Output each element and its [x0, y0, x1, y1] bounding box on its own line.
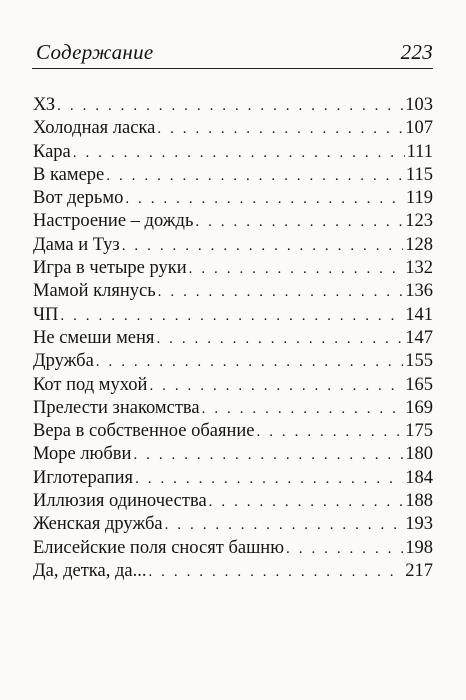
dot-leader: [122, 235, 404, 258]
dot-leader: [195, 211, 403, 234]
toc-entry-page: 128: [405, 234, 433, 255]
dot-leader: [165, 514, 404, 537]
dot-leader: [157, 118, 403, 141]
toc-entry: [33, 420, 433, 443]
toc-entry: [33, 537, 433, 560]
dot-leader: [96, 351, 403, 374]
toc-entry-page: 188: [405, 491, 433, 512]
table-of-contents: [33, 94, 433, 583]
toc-entry: [33, 560, 433, 583]
toc-entry-page: 107: [405, 118, 433, 139]
toc-entry-page: 132: [405, 258, 433, 279]
toc-entry-page: 111: [406, 141, 433, 162]
toc-entry-title: Вот дерьмо: [33, 188, 124, 209]
toc-entry-page: 198: [405, 537, 433, 558]
toc-entry-title: Вера в собственное обаяние: [33, 421, 255, 442]
toc-entry: [33, 234, 433, 257]
toc-entry-title: Дама и Туз: [33, 234, 120, 255]
dot-leader: [133, 444, 403, 467]
toc-entry: [33, 350, 433, 373]
toc-entry: [33, 164, 433, 187]
dot-leader: [286, 538, 403, 561]
dot-leader: [57, 95, 403, 118]
toc-entry-page: 123: [405, 211, 433, 232]
toc-entry-page: 119: [405, 188, 433, 209]
toc-entry-page: 184: [405, 467, 433, 488]
toc-entry-title: Море любви: [33, 444, 132, 465]
toc-entry: [33, 304, 433, 327]
toc-entry-title: Не смеши меня: [33, 327, 155, 348]
dot-leader: [209, 491, 404, 514]
toc-entry: [33, 513, 433, 536]
toc-entry-title: Дружба: [33, 351, 94, 372]
toc-entry-title: Женская дружба: [33, 514, 163, 535]
toc-entry: [33, 443, 433, 466]
toc-entry-page: 115: [405, 164, 433, 185]
toc-entry-title: Кара: [33, 141, 71, 162]
toc-entry-title: Иллюзия одиночества: [33, 491, 207, 512]
dot-leader: [156, 328, 403, 351]
toc-entry-title: Елисейские поля сносят башню: [33, 537, 285, 558]
toc-entry: [33, 210, 433, 233]
toc-entry-title: Прелести знакомства: [33, 397, 200, 418]
toc-entry-title: Кот под мухой: [33, 374, 148, 395]
toc-entry: [33, 374, 433, 397]
toc-entry-page: 169: [405, 397, 433, 418]
toc-entry: [33, 397, 433, 420]
dot-leader: [202, 398, 404, 421]
dot-leader: [148, 561, 403, 584]
dot-leader: [149, 375, 403, 398]
toc-entry-title: ЧП: [33, 304, 59, 325]
toc-entry: [33, 94, 433, 117]
toc-entry-title: Игра в четыре руки: [33, 258, 187, 279]
toc-entry-page: 103: [405, 95, 433, 115]
toc-entry-page: 180: [405, 444, 433, 465]
toc-entry-page: 141: [405, 304, 433, 325]
toc-entry-page: 155: [405, 351, 433, 372]
running-title: Содержание: [36, 40, 154, 64]
dot-leader: [73, 142, 405, 165]
toc-entry-title: Холодная ласка: [33, 118, 156, 139]
toc-entry: [33, 327, 433, 350]
toc-entry: [33, 280, 433, 303]
toc-entry-page: 147: [405, 327, 433, 348]
toc-entry-title: Да, детка, да...: [33, 560, 147, 581]
page-number: 223: [400, 40, 433, 64]
dot-leader: [189, 258, 404, 281]
toc-entry-title: Иглотерапия: [33, 467, 134, 488]
toc-entry-page: 217: [405, 560, 433, 581]
toc-entry-page: 165: [405, 374, 433, 395]
toc-entry-title: Настроение – дождь: [33, 211, 194, 232]
toc-entry: [33, 257, 433, 280]
toc-entry: [33, 141, 433, 164]
dot-leader: [158, 281, 404, 304]
page-header: [36, 40, 433, 65]
toc-entry: [33, 467, 433, 490]
dot-leader: [60, 305, 403, 328]
toc-entry-page: 193: [405, 514, 433, 535]
dot-leader: [125, 188, 404, 211]
dot-leader: [106, 165, 404, 188]
toc-entry-title: ХЗ: [33, 95, 56, 115]
toc-entry: [33, 490, 433, 513]
dot-leader: [135, 468, 403, 491]
toc-entry-title: Мамой клянусь: [33, 281, 156, 302]
toc-entry: [33, 187, 433, 210]
header-rule: [32, 68, 433, 69]
toc-entry: [33, 117, 433, 140]
toc-entry-page: 175: [405, 421, 433, 442]
dot-leader: [257, 421, 404, 444]
toc-entry-page: 136: [405, 281, 433, 302]
toc-entry-title: В камере: [33, 164, 105, 185]
